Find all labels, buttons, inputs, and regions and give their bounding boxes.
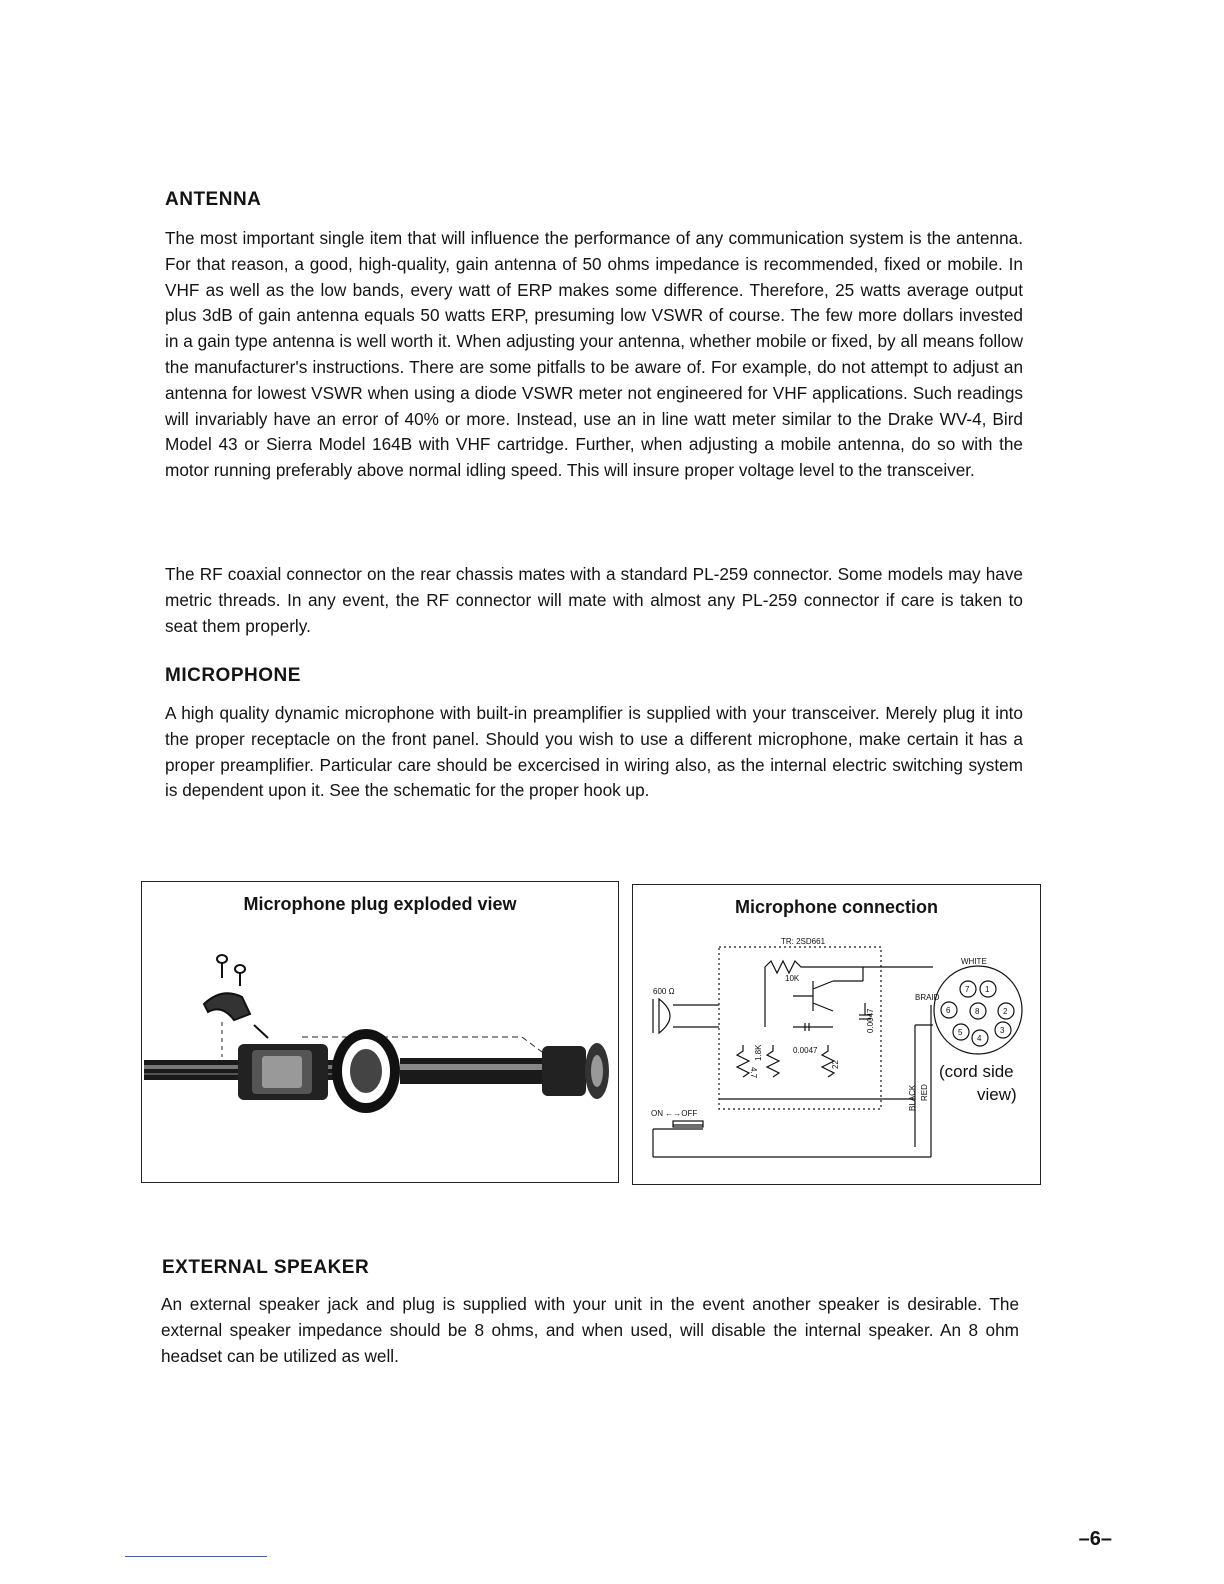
footer-rule: [125, 1556, 267, 1557]
pin-4: 4: [977, 1034, 982, 1043]
pin-1: 1: [985, 985, 990, 994]
external-speaker-heading: EXTERNAL SPEAKER: [162, 1257, 370, 1278]
label-resistor-10k: 10K: [785, 974, 800, 983]
microphone-paragraph: A high quality dynamic microphone with built-in preamplifier is supplied with your transceiver. Merely plug it into the proper receptacle on the front panel. Should you wish to use a different microphone, make certain it has a proper preamplifier. Particular care should be excercised in wiring also, as the internal electric switching system is dependent upon it. See the schematic for the proper hook up.: [165, 703, 1023, 801]
microphone-connection-figure: [632, 884, 1041, 1185]
label-impedance: 600 Ω: [653, 987, 675, 996]
page-number: –6–: [1078, 1528, 1112, 1550]
pin-6: 6: [946, 1006, 951, 1015]
label-cap-0047-a: 0.0047: [793, 1046, 818, 1055]
microphone-connection-title: Microphone connection: [734, 897, 938, 917]
label-switch: ON ←→OFF: [651, 1109, 698, 1118]
external-speaker-paragraph: An external speaker jack and plug is supplied with your unit in the event another speaker is desirable. The external speaker impedance should be 8 ohms, and when used, will disable the internal speaker. An 8 ohm headset can be utilized as well.: [161, 1294, 1019, 1366]
microphone-plug-illustration: [142, 882, 618, 1182]
pin-3: 3: [1000, 1026, 1005, 1035]
microphone-connection-schematic: [633, 885, 1040, 1184]
label-braid: BRAID: [915, 993, 940, 1002]
antenna-heading: ANTENNA: [165, 189, 262, 210]
pin-8: 8: [975, 1007, 980, 1016]
antenna-paragraph-2: The RF coaxial connector on the rear chassis mates with a standard PL-259 connector. Some models may have metric threads. In any event, the RF connector will mate with almost any PL-259 connector if care is taken to seat them properly.: [165, 564, 1023, 636]
label-cap-0047-b: 0.0047: [866, 1008, 875, 1033]
label-red: RED: [920, 1084, 929, 1101]
view-label: view): [977, 1085, 1017, 1104]
label-white: WHITE: [961, 957, 987, 966]
label-res-18k: 1.8K: [754, 1044, 763, 1061]
pin-5: 5: [958, 1028, 963, 1037]
label-black: BLACK: [908, 1084, 917, 1111]
antenna-paragraph-1: The most important single item that will influence the performance of any communication system is the antenna. For that reason, a good, high-quality, gain antenna of 50 ohms impedance is recommended, fixed or mobile. In VHF as well as the low bands, every watt of ERP makes some difference. Therefore, 25 watts average output plus 3dB of gain antenna equals 50 watts ERP, presuming low VSWR of course. The few more dollars invested in a gain type antenna is well worth it. When adjusting your antenna, whether mobile or fixed, by all means follow the manufacturer's instructions. There are some pitfalls to be aware of. For example, do not attempt to adjust an antenna for lowest VSWR when using a diode VSWR meter not engineered for VHF applications. Such readings will invariably have an error of 40% or more. Instead, use an in line watt meter similar to the Drake WV-4, Bird Model 43 or Sierra Model 164B with VHF cartridge. Further, when adjusting a mobile antenna, do so with the motor running preferably above normal idling speed. This will insure proper voltage level to the transceiver.: [165, 228, 1023, 481]
pin-2: 2: [1003, 1007, 1008, 1016]
label-res-22: 22: [831, 1060, 840, 1069]
label-res-47: 4.7: [749, 1067, 758, 1079]
exploded-view-title: Microphone plug exploded view: [243, 894, 517, 914]
pin-7: 7: [965, 985, 970, 994]
exploded-view-figure: [141, 881, 619, 1183]
microphone-heading: MICROPHONE: [165, 665, 301, 686]
cord-side-label: (cord side: [939, 1062, 1014, 1081]
label-transistor: TR: 2SD661: [781, 937, 826, 946]
